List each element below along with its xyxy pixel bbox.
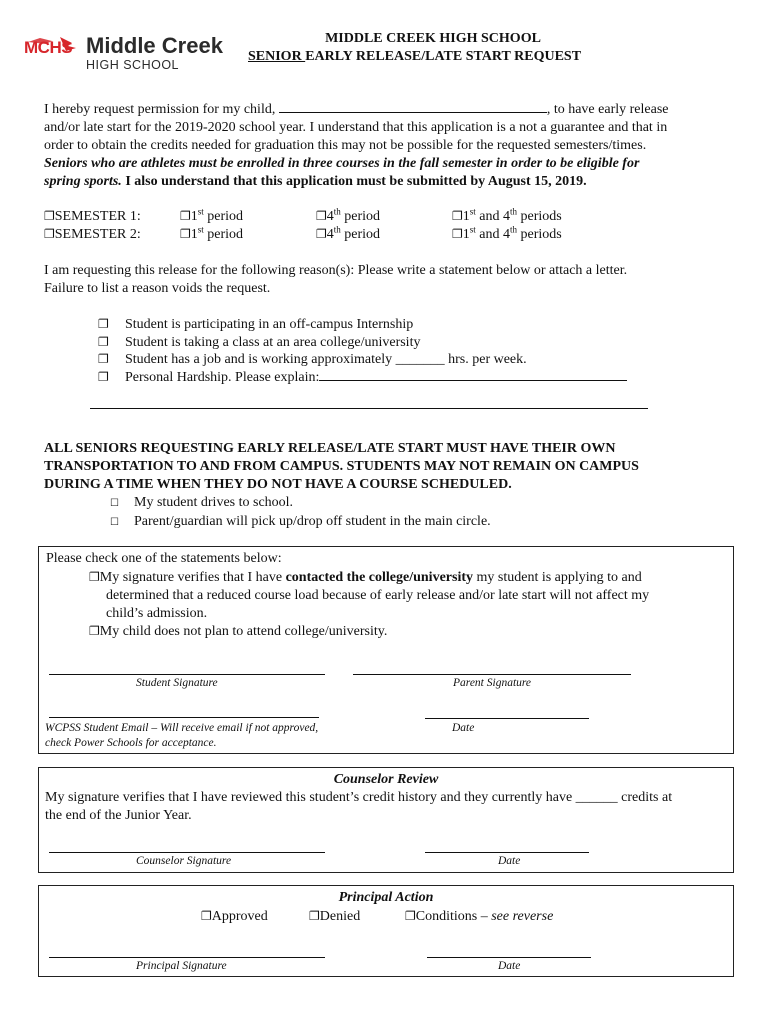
semester-2-opt2-label: 4th period xyxy=(326,224,381,242)
semester-2-opt3[interactable] xyxy=(452,225,562,244)
reason-college-class[interactable] xyxy=(98,333,698,351)
transport-drives-label: My student drives to school. xyxy=(134,495,294,510)
title-line-2 xyxy=(248,48,628,66)
semester-1-opt3[interactable] xyxy=(452,207,562,226)
principal-title: Principal Action xyxy=(338,890,434,905)
principal-approved-label: Approved xyxy=(211,909,268,924)
reasons-intro-line-2: Failure to list a reason voids the request. xyxy=(44,281,271,296)
statement-contacted-college[interactable] xyxy=(89,568,729,623)
semester-1-checkbox[interactable] xyxy=(44,207,141,226)
semester-2-opt2[interactable] xyxy=(316,225,380,244)
statements-date-line[interactable] xyxy=(425,718,589,719)
student-email-caption xyxy=(45,721,318,750)
semester-1-opt2[interactable] xyxy=(316,207,380,226)
statements-box xyxy=(38,546,734,754)
principal-denied-label: Denied xyxy=(319,909,361,924)
checkbox-icon: ❐ xyxy=(316,227,327,241)
page-title xyxy=(248,30,628,66)
intro-line-5 xyxy=(44,173,734,191)
checkbox-icon: ☐ xyxy=(110,517,119,528)
counselor-line-1: My signature verifies that I have reviewed this student’s credit history and they currently have ______ credits at xyxy=(45,790,673,805)
checkbox-icon: ❐ xyxy=(452,227,463,241)
intro-line-1 xyxy=(44,100,734,119)
logo-name: Middle Creek xyxy=(86,33,223,58)
checkbox-icon: ❐ xyxy=(98,352,109,366)
semester-2-opt1[interactable] xyxy=(180,225,243,244)
child-name-field[interactable] xyxy=(279,100,547,113)
reasons-intro-line-1: I am requesting this release for the following reason(s): Please write a statement below or attach a letter. xyxy=(44,263,628,278)
school-logo xyxy=(22,30,237,74)
transport-line-2: TRANSPORTATION TO AND FROM CAMPUS. STUDENTS MAY NOT REMAIN ON CAMPUS xyxy=(44,459,639,474)
email-caption-line-2: check Power Schools for acceptance. xyxy=(45,736,217,749)
intro-line-3: order to obtain the credits needed for graduation this may not be possible for the requested semesters/times. xyxy=(44,138,647,153)
hardship-explain-line-2[interactable] xyxy=(90,408,648,409)
transport-pickup[interactable] xyxy=(110,513,710,532)
semester-1-opt1-label: 1st period xyxy=(190,206,244,224)
hardship-explain-field[interactable] xyxy=(319,368,627,381)
statement-1-bold: contacted the college/university xyxy=(285,570,473,585)
semester-row-1 xyxy=(44,207,664,225)
principal-see-reverse: see reverse xyxy=(491,909,554,924)
checkbox-icon: ❐ xyxy=(89,570,100,584)
counselor-date-caption: Date xyxy=(498,855,521,867)
counselor-signature-line[interactable] xyxy=(49,852,325,853)
semester-2-checkbox[interactable] xyxy=(44,225,141,244)
semester-2-opt3-label: 1st and 4th periods xyxy=(462,224,562,242)
statement-1-line-2: determined that a reduced course load because of early release and/or late start will not affect my xyxy=(106,588,650,603)
logo-sub: HIGH SCHOOL xyxy=(86,58,180,72)
reason-job-label: Student has a job and is working approximately _______ hrs. per week. xyxy=(125,352,527,367)
reason-job[interactable] xyxy=(98,350,698,368)
intro-line-5-bold: I also understand that this application must be submitted by August 15, 2019. xyxy=(121,174,587,189)
checkbox-icon: ❐ xyxy=(309,909,320,923)
reasons-list xyxy=(98,315,698,385)
statement-2-label: My child does not plan to attend college/university. xyxy=(99,624,388,639)
transport-line-3: DURING A TIME WHEN THEY DO NOT HAVE A COURSE SCHEDULED. xyxy=(44,477,512,492)
reason-college-class-label: Student is taking a class at an area college/university xyxy=(125,334,421,350)
intro-paragraph xyxy=(44,100,734,191)
semester-2-opt1-label: 1st period xyxy=(190,224,244,242)
principal-conditions-label: Conditions – xyxy=(415,909,492,924)
title-underlined: SENIOR xyxy=(248,49,306,64)
student-signature-caption: Student Signature xyxy=(136,677,218,689)
counselor-title: Counselor Review xyxy=(333,772,439,787)
logo-mark-text: MCHS xyxy=(24,38,73,57)
principal-approved[interactable] xyxy=(201,907,268,926)
transport-line-1: ALL SENIORS REQUESTING EARLY RELEASE/LATE START MUST HAVE THEIR OWN xyxy=(44,441,616,456)
semester-row-2 xyxy=(44,225,664,243)
transport-options xyxy=(110,494,710,532)
statements-heading: Please check one of the statements below: xyxy=(46,551,282,566)
principal-signature-caption: Principal Signature xyxy=(136,960,227,972)
reason-hardship-label: Personal Hardship. Please explain: xyxy=(125,369,320,385)
reason-internship[interactable] xyxy=(98,315,698,333)
principal-signature-line[interactable] xyxy=(49,957,325,958)
intro-line-1-start: I hereby request permission for my child, xyxy=(44,102,276,117)
reason-internship-label: Student is participating in an off-campus Internship xyxy=(125,317,414,332)
transport-notice xyxy=(44,440,744,494)
statement-1-a: My signature verifies that I have xyxy=(99,570,286,585)
checkbox-icon: ❐ xyxy=(180,209,191,223)
student-signature-line[interactable] xyxy=(49,674,325,675)
semester-selection xyxy=(44,207,664,243)
counselor-date-line[interactable] xyxy=(425,852,589,853)
checkbox-icon: ❐ xyxy=(98,369,109,384)
semester-1-opt3-label: 1st and 4th periods xyxy=(462,206,562,224)
semester-1-opt2-label: 4th period xyxy=(326,206,381,224)
student-email-line[interactable] xyxy=(49,717,319,718)
parent-signature-line[interactable] xyxy=(353,674,631,675)
transport-pickup-label: Parent/guardian will pick up/drop off student in the main circle. xyxy=(134,514,491,529)
checkbox-icon: ❐ xyxy=(98,317,109,331)
reasons-intro xyxy=(44,262,734,298)
intro-line-5-italic: spring sports. xyxy=(44,174,122,189)
checkbox-icon: ❐ xyxy=(201,909,212,923)
principal-action-box xyxy=(38,885,734,977)
checkbox-icon: ❐ xyxy=(316,209,327,223)
counselor-text xyxy=(45,789,735,825)
semester-1-label: SEMESTER 1: xyxy=(54,209,141,224)
principal-conditions[interactable] xyxy=(405,907,553,926)
intro-line-2: and/or late start for the 2019-2020 school year. I understand that this application is a not a guarantee and that in xyxy=(44,120,668,135)
principal-date-line[interactable] xyxy=(427,957,591,958)
checkbox-icon: ❐ xyxy=(44,227,55,241)
email-caption-line-1: WCPSS Student Email – Will receive email if not approved, xyxy=(45,722,319,734)
statement-no-college[interactable] xyxy=(89,622,387,641)
parent-signature-caption: Parent Signature xyxy=(453,677,532,689)
checkbox-icon: ❐ xyxy=(98,334,109,349)
checkbox-icon: ❐ xyxy=(452,209,463,223)
checkbox-icon: ❐ xyxy=(405,909,416,923)
title-line-1: MIDDLE CREEK HIGH SCHOOL xyxy=(325,31,541,46)
statement-1-line-3: child’s admission. xyxy=(106,606,208,621)
counselor-review-box xyxy=(38,767,734,873)
reason-hardship[interactable] xyxy=(98,368,698,386)
semester-2-label: SEMESTER 2: xyxy=(54,227,141,242)
semester-1-opt1[interactable] xyxy=(180,207,243,226)
counselor-signature-caption: Counselor Signature xyxy=(136,855,232,867)
checkbox-icon: ❐ xyxy=(89,624,100,638)
intro-line-4: Seniors who are athletes must be enrolled in three courses in the fall semester in order to be eligible for xyxy=(44,156,640,171)
intro-line-1-end: , to have early release xyxy=(546,102,669,117)
transport-drives[interactable] xyxy=(110,494,710,513)
title-rest: EARLY RELEASE/LATE START REQUEST xyxy=(305,49,582,64)
statement-1-b: my student is applying to and xyxy=(473,570,642,585)
checkbox-icon: ❐ xyxy=(44,209,55,223)
checkbox-icon: ❐ xyxy=(180,227,191,241)
statements-date-caption: Date xyxy=(452,722,475,734)
checkbox-icon: ☐ xyxy=(110,498,119,509)
principal-date-caption: Date xyxy=(498,960,521,972)
principal-denied[interactable] xyxy=(309,907,360,926)
counselor-line-2: the end of the Junior Year. xyxy=(45,808,192,823)
